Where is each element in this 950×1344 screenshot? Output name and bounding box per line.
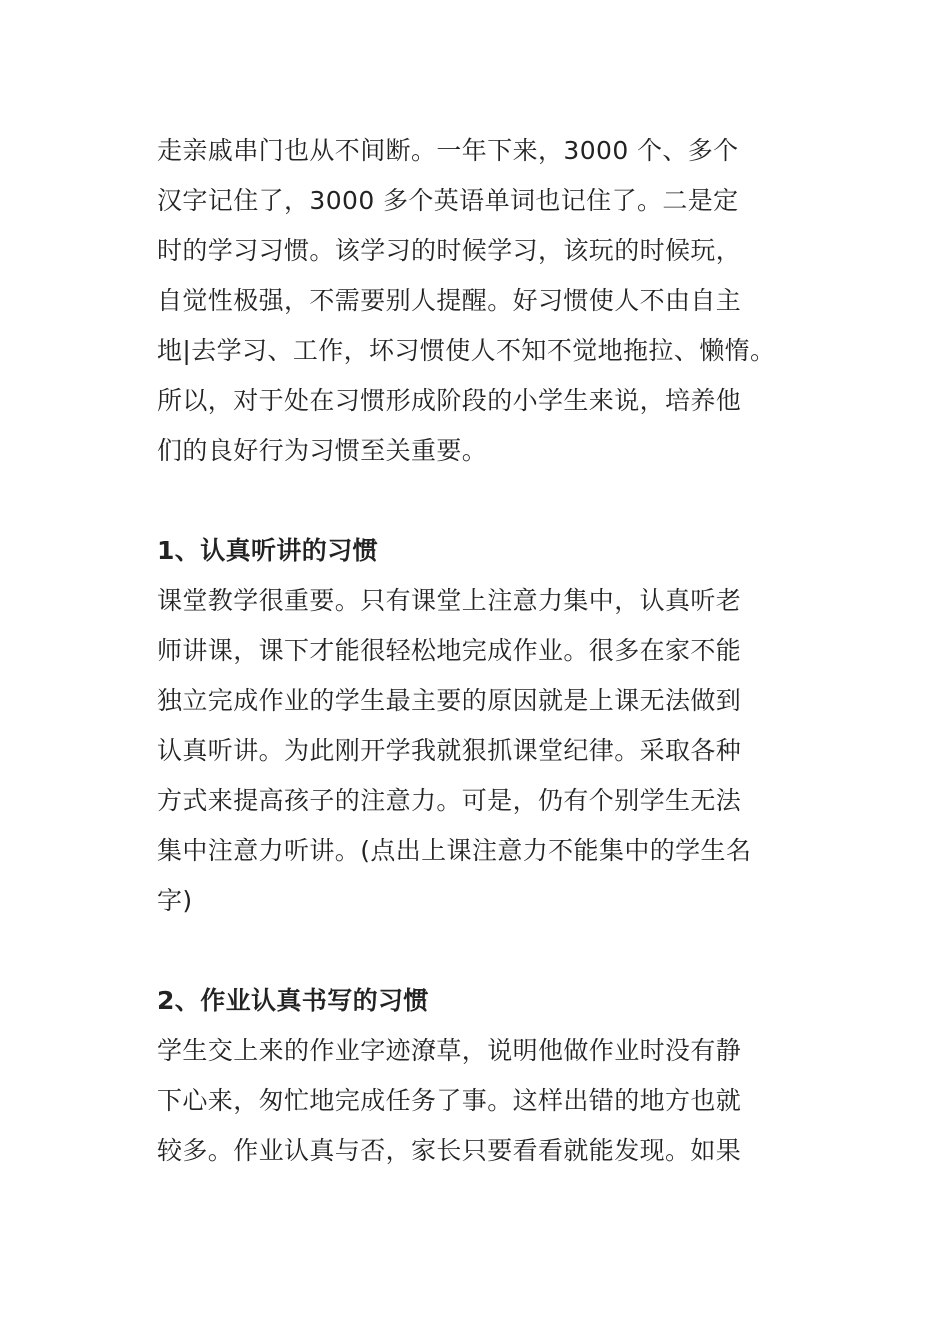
section-heading: 2、作业认真书写的习惯 — [157, 986, 429, 1015]
paragraph-line: 方式来提高孩子的注意力。可是，仍有个别学生无法 — [157, 786, 742, 815]
paragraph-line: 师讲课，课下才能很轻松地完成作业。很多在家不能 — [157, 636, 742, 665]
paragraph-spacer — [157, 926, 807, 976]
paragraph-line: 集中注意力听讲。(点出上课注意力不能集中的学生名 — [157, 836, 752, 865]
paragraph-line: 地|去学习、工作，坏习惯使人不知不觉地拖拉、懒惰。 — [157, 336, 776, 365]
section-heading: 1、认真听讲的习惯 — [157, 536, 378, 565]
intro-paragraph — [157, 126, 807, 476]
paragraph-line: 所以，对于处在习惯形成阶段的小学生来说，培养他 — [157, 386, 742, 415]
paragraph-spacer — [157, 476, 807, 526]
paragraph-line: 下心来，匆忙地完成任务了事。这样出错的地方也就 — [157, 1086, 742, 1115]
paragraph-line: 较多。作业认真与否，家长只要看看就能发现。如果 — [157, 1136, 742, 1165]
paragraph-line: 们的良好行为习惯至关重要。 — [157, 436, 488, 465]
document-body — [157, 126, 807, 1176]
paragraph-line: 独立完成作业的学生最主要的原因就是上课无法做到 — [157, 686, 742, 715]
paragraph-line: 课堂教学很重要。只有课堂上注意力集中，认真听老 — [157, 586, 742, 615]
paragraph-line: 认真听讲。为此刚开学我就狠抓课堂纪律。采取各种 — [157, 736, 742, 765]
paragraph-line: 汉字记住了，3000 多个英语单词也记住了。二是定 — [157, 186, 739, 215]
paragraph-line: 学生交上来的作业字迹潦草，说明他做作业时没有静 — [157, 1036, 742, 1065]
paragraph-line: 字) — [157, 886, 193, 915]
section-2 — [157, 976, 807, 1176]
paragraph-line: 时的学习习惯。该学习的时候学习，该玩的时候玩， — [157, 236, 742, 265]
paragraph-line: 走亲戚串门也从不间断。一年下来，3000 个、多个 — [157, 136, 739, 165]
paragraph-line: 自觉性极强，不需要别人提醒。好习惯使人不由自主 — [157, 286, 742, 315]
section-1 — [157, 526, 807, 926]
